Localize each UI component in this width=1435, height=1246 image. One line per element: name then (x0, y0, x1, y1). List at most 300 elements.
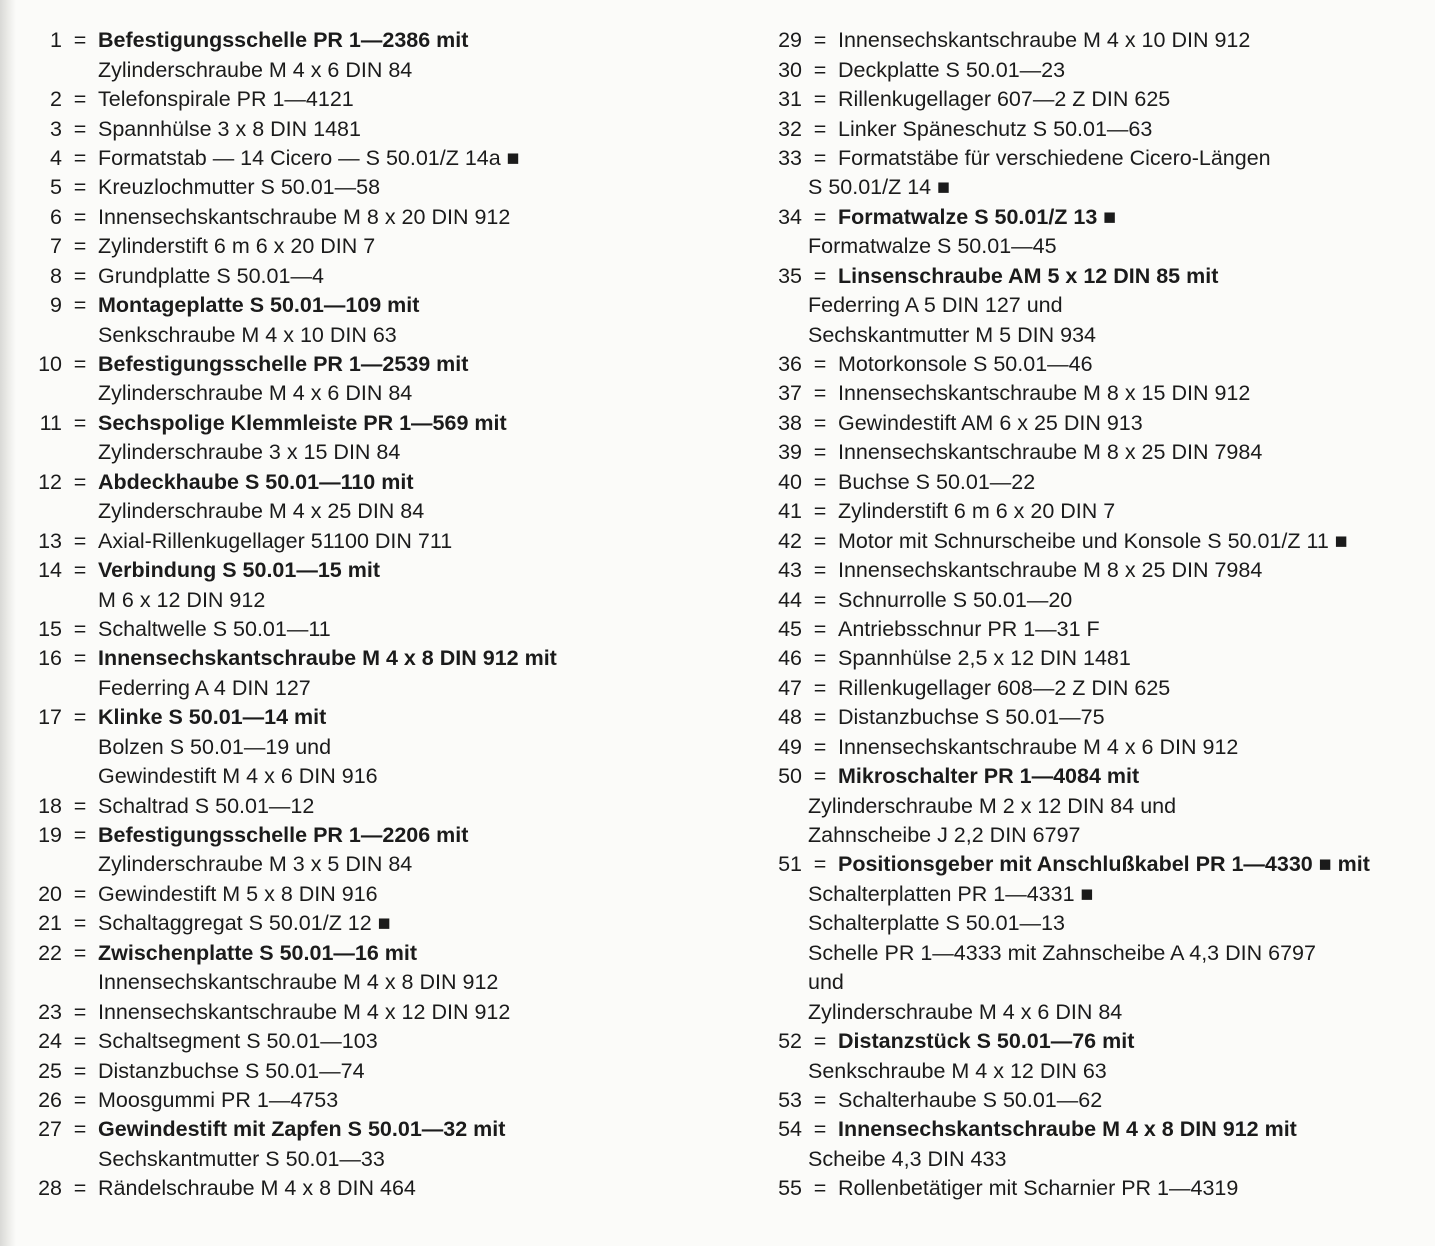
item-number: 17 (38, 705, 62, 730)
item-number: 8 (50, 263, 62, 288)
parts-list-item (0, 409, 700, 468)
item-line (0, 880, 700, 909)
parts-list-item (710, 733, 1430, 762)
item-sub-line: Federring A 4 DIN 127 (98, 675, 311, 700)
item-number: 30 (778, 57, 802, 82)
equals-sign: = (73, 469, 87, 494)
item-number: 43 (778, 558, 802, 583)
item-number: 5 (50, 175, 62, 200)
item-line (0, 409, 700, 438)
item-description: Innensechskantschraube M 8 x 20 DIN 912 (98, 204, 511, 229)
equals-sign: = (73, 352, 87, 377)
equals-sign: = (813, 528, 827, 553)
item-sub-line: Zylinderschraube M 3 x 5 DIN 84 (98, 852, 413, 877)
item-sub-line: Federring A 5 DIN 127 und (808, 293, 1063, 318)
item-description: Gewindestift AM 6 x 25 DIN 913 (838, 410, 1143, 435)
item-sub-line: und (808, 970, 844, 995)
item-number: 15 (38, 616, 62, 641)
equals-sign: = (813, 852, 827, 877)
item-number: 23 (38, 999, 62, 1024)
equals-sign: = (813, 675, 827, 700)
equals-sign: = (73, 234, 87, 259)
item-description: Distanzbuchse S 50.01—74 (98, 1058, 365, 1083)
equals-sign: = (813, 558, 827, 583)
parts-list-item (710, 203, 1430, 262)
item-line (710, 762, 1430, 791)
item-description: Moosgummi PR 1—4753 (98, 1087, 339, 1112)
parts-list-item (710, 262, 1430, 350)
item-number: 3 (50, 116, 62, 141)
parts-list-item (0, 114, 700, 143)
equals-sign: = (73, 646, 87, 671)
parts-list-item (710, 615, 1430, 644)
item-sub-line: Zylinderschraube M 4 x 25 DIN 84 (98, 499, 425, 524)
item-description: Buchse S 50.01—22 (838, 469, 1036, 494)
equals-sign: = (813, 263, 827, 288)
equals-sign: = (813, 204, 827, 229)
item-line (710, 438, 1430, 467)
parts-list-item (0, 644, 700, 703)
equals-sign: = (813, 381, 827, 406)
item-description: Sechspolige Klemmleiste PR 1—569 mit (98, 410, 507, 435)
item-description: Positionsgeber mit Anschlußkabel PR 1—4330 ■ mit (838, 852, 1370, 877)
item-line (710, 733, 1430, 762)
item-line (0, 1115, 700, 1144)
item-line (0, 232, 700, 261)
item-description: Deckplatte S 50.01—23 (838, 57, 1066, 82)
item-description: Innensechskantschraube M 4 x 8 DIN 912 mit (838, 1117, 1297, 1142)
item-sub-line: Schalterplatte S 50.01—13 (808, 911, 1065, 936)
item-description: Innensechskantschraube M 8 x 25 DIN 7984 (838, 440, 1263, 465)
item-description: Innensechskantschraube M 4 x 12 DIN 912 (98, 999, 511, 1024)
item-line (0, 1027, 700, 1056)
item-sub-line: Zahnscheibe J 2,2 DIN 6797 (808, 823, 1081, 848)
parts-list-item (0, 821, 700, 880)
item-line (0, 909, 700, 938)
item-description: Rändelschraube M 4 x 8 DIN 464 (98, 1176, 416, 1201)
parts-list-item (710, 85, 1430, 114)
equals-sign: = (813, 764, 827, 789)
item-line (0, 939, 700, 968)
item-line (710, 1027, 1430, 1056)
item-sub-line: Schalterplatten PR 1—4331 ■ (808, 881, 1094, 906)
item-description: Mikroschalter PR 1—4084 mit (838, 764, 1140, 789)
item-number: 31 (778, 87, 802, 112)
item-description: Gewindestift M 5 x 8 DIN 916 (98, 881, 378, 906)
item-line (0, 350, 700, 379)
item-description: Motorkonsole S 50.01—46 (838, 352, 1093, 377)
equals-sign: = (813, 1087, 827, 1112)
item-number: 53 (778, 1087, 802, 1112)
parts-list-item (710, 556, 1430, 585)
item-description: Verbindung S 50.01—15 mit (98, 558, 380, 583)
equals-sign: = (73, 145, 87, 170)
item-description: Innensechskantschraube M 4 x 6 DIN 912 (838, 734, 1239, 759)
parts-list-item (710, 1115, 1430, 1174)
parts-list-item (0, 144, 700, 173)
item-description: Formatwalze S 50.01/Z 13 ■ (838, 204, 1117, 229)
parts-list-item (0, 468, 700, 527)
parts-list-item (710, 55, 1430, 84)
item-number: 49 (778, 734, 802, 759)
parts-list-item (0, 1115, 700, 1174)
parts-list-item (0, 615, 700, 644)
equals-sign: = (813, 1176, 827, 1201)
item-number: 44 (778, 587, 802, 612)
item-description: Antriebsschnur PR 1—31 F (838, 616, 1100, 641)
parts-list-item (710, 1086, 1430, 1115)
item-line (0, 1174, 700, 1203)
item-line (0, 114, 700, 143)
parts-list-item (0, 703, 700, 791)
equals-sign: = (73, 87, 87, 112)
item-number: 10 (38, 352, 62, 377)
item-line (710, 703, 1430, 732)
parts-list-item (710, 585, 1430, 614)
item-line (710, 203, 1430, 232)
item-number: 27 (38, 1117, 62, 1142)
equals-sign: = (813, 1117, 827, 1142)
item-description: Grundplatte S 50.01—4 (98, 263, 324, 288)
parts-list-item (710, 497, 1430, 526)
item-line (0, 997, 700, 1026)
equals-sign: = (73, 175, 87, 200)
item-number: 32 (778, 116, 802, 141)
item-line (0, 262, 700, 291)
equals-sign: = (73, 28, 87, 53)
item-line (710, 350, 1430, 379)
item-sub-line: Sechskantmutter S 50.01—33 (98, 1146, 385, 1171)
item-description: Distanzbuchse S 50.01—75 (838, 705, 1105, 730)
item-description: Formatstab — 14 Cicero — S 50.01/Z 14a ■ (98, 145, 520, 170)
item-line (0, 703, 700, 732)
item-description: Axial-Rillenkugellager 51100 DIN 711 (98, 528, 453, 553)
item-description: Spannhülse 2,5 x 12 DIN 1481 (838, 646, 1131, 671)
equals-sign: = (73, 293, 87, 318)
equals-sign: = (813, 410, 827, 435)
item-line (710, 468, 1430, 497)
item-line (710, 497, 1430, 526)
item-description: Linker Späneschutz S 50.01—63 (838, 116, 1153, 141)
item-line (710, 409, 1430, 438)
item-line (710, 26, 1430, 55)
equals-sign: = (73, 263, 87, 288)
item-sub-line: Zylinderschraube M 4 x 6 DIN 84 (98, 381, 413, 406)
item-description: Befestigungsschelle PR 1—2539 mit (98, 352, 469, 377)
equals-sign: = (73, 410, 87, 435)
item-description: Rollenbetätiger mit Scharnier PR 1—4319 (838, 1176, 1239, 1201)
item-line (0, 26, 700, 55)
parts-list-item (0, 262, 700, 291)
item-description: Innensechskantschraube M 4 x 10 DIN 912 (838, 28, 1251, 53)
item-sub-line: M 6 x 12 DIN 912 (98, 587, 266, 612)
item-line (710, 144, 1430, 173)
parts-list-right-column (710, 26, 1430, 1204)
item-sub-line: Senkschraube M 4 x 10 DIN 63 (98, 322, 397, 347)
item-line (0, 468, 700, 497)
equals-sign: = (73, 1087, 87, 1112)
item-description: Telefonspirale PR 1—4121 (98, 87, 354, 112)
item-number: 33 (778, 145, 802, 170)
item-number: 7 (50, 234, 62, 259)
equals-sign: = (73, 881, 87, 906)
item-number: 14 (38, 558, 62, 583)
item-number: 50 (778, 764, 802, 789)
parts-list-item (0, 85, 700, 114)
item-description: Schalterhaube S 50.01—62 (838, 1087, 1103, 1112)
equals-sign: = (813, 145, 827, 170)
item-sub-line: Zylinderschraube M 4 x 6 DIN 84 (98, 57, 413, 82)
item-number: 55 (778, 1176, 802, 1201)
item-description: Schaltsegment S 50.01—103 (98, 1029, 378, 1054)
item-line (710, 85, 1430, 114)
parts-list-item (0, 1027, 700, 1056)
item-number: 48 (778, 705, 802, 730)
item-number: 37 (778, 381, 802, 406)
item-number: 36 (778, 352, 802, 377)
item-number: 39 (778, 440, 802, 465)
equals-sign: = (813, 499, 827, 524)
parts-list-left-column (0, 26, 700, 1204)
parts-list-item (0, 556, 700, 615)
item-number: 2 (50, 87, 62, 112)
item-line (710, 1174, 1430, 1203)
parts-list-item (710, 526, 1430, 555)
item-line (710, 1086, 1430, 1115)
item-number: 34 (778, 204, 802, 229)
equals-sign: = (813, 734, 827, 759)
equals-sign: = (73, 204, 87, 229)
equals-sign: = (813, 705, 827, 730)
equals-sign: = (73, 940, 87, 965)
item-number: 25 (38, 1058, 62, 1083)
equals-sign: = (73, 1117, 87, 1142)
item-line (710, 615, 1430, 644)
item-description: Rillenkugellager 607—2 Z DIN 625 (838, 87, 1171, 112)
item-number: 54 (778, 1117, 802, 1142)
item-number: 16 (38, 646, 62, 671)
parts-list-item (0, 173, 700, 202)
item-line (0, 291, 700, 320)
equals-sign: = (813, 616, 827, 641)
equals-sign: = (73, 823, 87, 848)
item-number: 11 (39, 410, 62, 435)
item-sub-line: Scheibe 4,3 DIN 433 (808, 1146, 1007, 1171)
item-number: 29 (778, 28, 802, 53)
item-description: Gewindestift mit Zapfen S 50.01—32 mit (98, 1117, 506, 1142)
item-description: Innensechskantschraube M 8 x 15 DIN 912 (838, 381, 1251, 406)
parts-list-item (710, 644, 1430, 673)
parts-list-item (0, 350, 700, 409)
equals-sign: = (73, 999, 87, 1024)
item-sub-line: S 50.01/Z 14 ■ (808, 175, 951, 200)
item-sub-line: Senkschraube M 4 x 12 DIN 63 (808, 1058, 1107, 1083)
item-description: Innensechskantschraube M 4 x 8 DIN 912 mit (98, 646, 557, 671)
item-sub-line: Zylinderschraube M 4 x 6 DIN 84 (808, 999, 1123, 1024)
item-number: 42 (778, 528, 802, 553)
parts-list-item (710, 114, 1430, 143)
item-number: 35 (778, 263, 802, 288)
item-line (0, 1056, 700, 1085)
equals-sign: = (73, 911, 87, 936)
item-number: 22 (38, 940, 62, 965)
item-line (710, 556, 1430, 585)
item-line (0, 644, 700, 673)
item-number: 41 (778, 499, 802, 524)
item-description: Befestigungsschelle PR 1—2386 mit (98, 28, 469, 53)
item-line (0, 821, 700, 850)
equals-sign: = (813, 352, 827, 377)
parts-list-item (710, 409, 1430, 438)
item-description: Distanzstück S 50.01—76 mit (838, 1029, 1135, 1054)
item-number: 20 (38, 881, 62, 906)
item-number: 28 (38, 1176, 62, 1201)
parts-list-item (0, 997, 700, 1026)
item-description: Montageplatte S 50.01—109 mit (98, 293, 420, 318)
item-line (0, 203, 700, 232)
item-number: 18 (38, 793, 62, 818)
item-sub-line: Schelle PR 1—4333 mit Zahnscheibe A 4,3 DIN 6797 (808, 940, 1316, 965)
parts-list-item (0, 939, 700, 998)
parts-list-item (0, 232, 700, 261)
parts-list-item (0, 791, 700, 820)
parts-list-item (710, 379, 1430, 408)
item-line (710, 379, 1430, 408)
item-number: 19 (38, 823, 62, 848)
item-line (710, 262, 1430, 291)
item-number: 13 (38, 528, 62, 553)
parts-list-item (710, 850, 1430, 1027)
item-line (0, 526, 700, 555)
item-line (0, 144, 700, 173)
equals-sign: = (73, 793, 87, 818)
item-number: 51 (778, 852, 802, 877)
item-description: Zwischenplatte S 50.01—16 mit (98, 940, 418, 965)
equals-sign: = (813, 646, 827, 671)
item-sub-line: Formatwalze S 50.01—45 (808, 234, 1057, 259)
parts-list-item (0, 880, 700, 909)
item-description: Formatstäbe für verschiedene Cicero-Längen (838, 145, 1271, 170)
equals-sign: = (73, 1029, 87, 1054)
item-number: 24 (38, 1029, 62, 1054)
item-number: 6 (50, 204, 62, 229)
item-line (710, 644, 1430, 673)
parts-list-item (0, 1086, 700, 1115)
item-number: 4 (50, 145, 62, 170)
parts-list-item (0, 291, 700, 350)
equals-sign: = (813, 87, 827, 112)
equals-sign: = (813, 57, 827, 82)
item-description: Kreuzlochmutter S 50.01—58 (98, 175, 381, 200)
item-description: Spannhülse 3 x 8 DIN 1481 (98, 116, 361, 141)
equals-sign: = (813, 587, 827, 612)
item-description: Schaltwelle S 50.01—11 (98, 616, 331, 641)
equals-sign: = (813, 116, 827, 141)
item-line (710, 674, 1430, 703)
item-number: 1 (50, 28, 62, 53)
equals-sign: = (73, 705, 87, 730)
item-number: 45 (778, 616, 802, 641)
parts-list-item (710, 674, 1430, 703)
item-number: 47 (778, 675, 802, 700)
item-line (0, 173, 700, 202)
item-line (710, 55, 1430, 84)
equals-sign: = (73, 616, 87, 641)
item-description: Innensechskantschraube M 8 x 25 DIN 7984 (838, 558, 1263, 583)
item-description: Befestigungsschelle PR 1—2206 mit (98, 823, 469, 848)
parts-list-item (710, 1027, 1430, 1086)
equals-sign: = (813, 1029, 827, 1054)
parts-list-item (710, 438, 1430, 467)
item-line (0, 85, 700, 114)
equals-sign: = (813, 28, 827, 53)
parts-list-item (0, 1174, 700, 1203)
parts-list-item (710, 350, 1430, 379)
parts-list-item (0, 1056, 700, 1085)
item-number: 46 (778, 646, 802, 671)
item-number: 52 (778, 1029, 802, 1054)
item-sub-line: Gewindestift M 4 x 6 DIN 916 (98, 764, 378, 789)
equals-sign: = (73, 558, 87, 583)
item-line (0, 791, 700, 820)
parts-list-item (0, 526, 700, 555)
parts-list-item (0, 203, 700, 232)
item-number: 12 (38, 469, 62, 494)
item-description: Schaltaggregat S 50.01/Z 12 ■ (98, 911, 391, 936)
parts-list-item (710, 144, 1430, 203)
item-line (0, 1086, 700, 1115)
equals-sign: = (73, 528, 87, 553)
parts-list-item (710, 703, 1430, 732)
equals-sign: = (73, 1058, 87, 1083)
item-description: Linsenschraube AM 5 x 12 DIN 85 mit (838, 263, 1219, 288)
parts-list-item (710, 468, 1430, 497)
parts-list-item (710, 26, 1430, 55)
item-line (710, 114, 1430, 143)
item-sub-line: Zylinderschraube M 2 x 12 DIN 84 und (808, 793, 1177, 818)
item-description: Zylinderstift 6 m 6 x 20 DIN 7 (838, 499, 1116, 524)
item-line (710, 526, 1430, 555)
item-number: 40 (778, 469, 802, 494)
item-line (710, 1115, 1430, 1144)
parts-list-item (0, 909, 700, 938)
parts-list-item (710, 1174, 1430, 1203)
item-number: 26 (38, 1087, 62, 1112)
item-description: Abdeckhaube S 50.01—110 mit (98, 469, 414, 494)
item-number: 38 (778, 410, 802, 435)
item-line (0, 615, 700, 644)
item-description: Klinke S 50.01—14 mit (98, 705, 327, 730)
item-sub-line: Bolzen S 50.01—19 und (98, 734, 332, 759)
item-description: Motor mit Schnurscheibe und Konsole S 50.01/Z 11 ■ (838, 528, 1348, 553)
equals-sign: = (73, 116, 87, 141)
item-sub-line: Sechskantmutter M 5 DIN 934 (808, 322, 1096, 347)
item-description: Schaltrad S 50.01—12 (98, 793, 315, 818)
parts-list-item (710, 762, 1430, 850)
parts-list-item (0, 26, 700, 85)
item-number: 9 (50, 293, 62, 318)
item-description: Zylinderstift 6 m 6 x 20 DIN 7 (98, 234, 376, 259)
equals-sign: = (813, 440, 827, 465)
item-description: Rillenkugellager 608—2 Z DIN 625 (838, 675, 1171, 700)
item-line (0, 556, 700, 585)
item-line (710, 585, 1430, 614)
item-sub-line: Zylinderschraube 3 x 15 DIN 84 (98, 440, 401, 465)
equals-sign: = (813, 469, 827, 494)
item-line (710, 850, 1430, 879)
equals-sign: = (73, 1176, 87, 1201)
item-description: Schnurrolle S 50.01—20 (838, 587, 1073, 612)
